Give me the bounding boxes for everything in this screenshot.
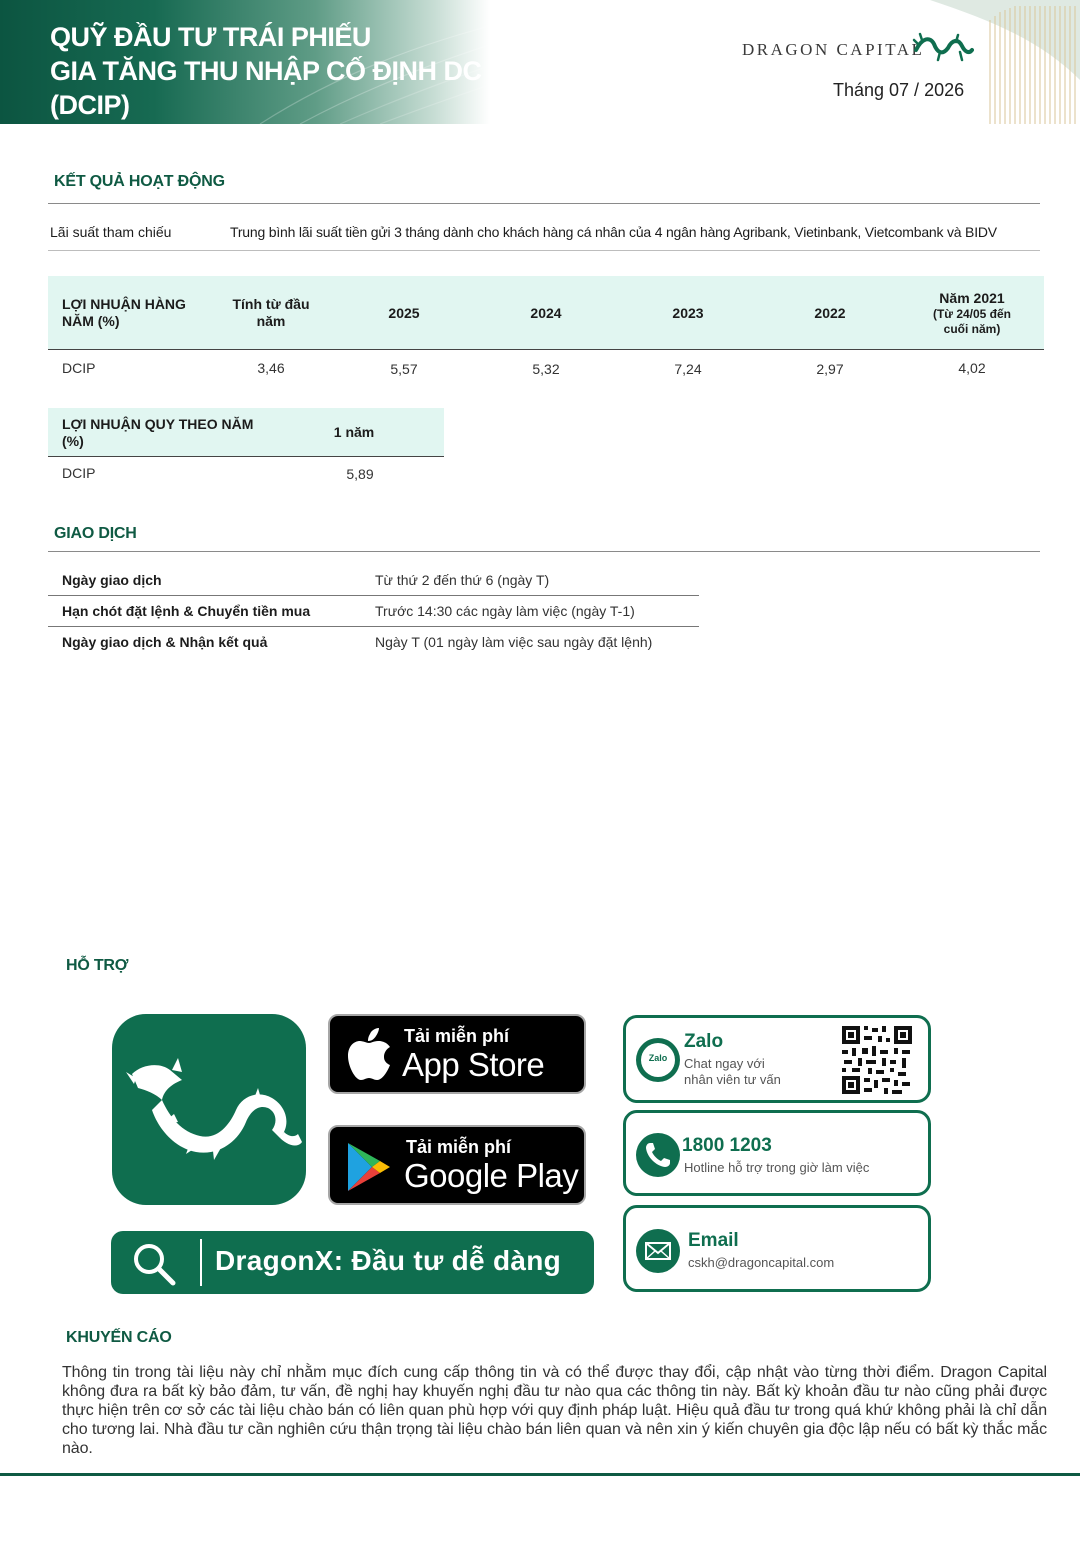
cutoff-label: Hạn chót đặt lệnh & Chuyển tiền mua: [62, 603, 311, 619]
google-play-button[interactable]: [328, 1125, 586, 1205]
zalo-subtitle: Chat ngay với nhân viên tư vấn: [684, 1056, 781, 1087]
google-play-big-text: Google Play: [404, 1157, 579, 1194]
page-header: [0, 0, 1080, 124]
apple-icon: [346, 1028, 392, 1082]
dragonx-search-bar[interactable]: [111, 1231, 594, 1294]
one-year-header: 1 năm: [333, 424, 375, 440]
annualized-returns-header-label: LỢI NHUẬN QUY THEO NĂM (%): [62, 416, 254, 449]
trading-section-title: GIAO DỊCH: [54, 525, 137, 542]
year-2022-header: 2022: [814, 305, 846, 321]
result-day-label: Ngày giao dịch & Nhận kết quả: [62, 634, 268, 650]
search-divider: [200, 1239, 202, 1286]
year-2024-value: 5,32: [532, 361, 560, 377]
email-contact-card[interactable]: [623, 1205, 931, 1292]
annual-returns-table-header: [48, 276, 1044, 349]
divider: [48, 349, 1044, 350]
year-2023-value: 7,24: [674, 361, 702, 377]
dragon-icon: [112, 1014, 306, 1205]
google-play-small-text: Tải miễn phí: [406, 1137, 512, 1157]
year-2024-header: 2024: [530, 305, 562, 321]
footer-divider: [0, 1473, 1080, 1476]
dragonx-app-icon[interactable]: [112, 1014, 306, 1205]
reference-rate-label: Lãi suất tham chiếu: [50, 224, 172, 240]
divider: [48, 626, 699, 627]
performance-section-title: KẾT QUẢ HOẠT ĐỘNG: [54, 173, 225, 190]
annualized-returns-table-header: [48, 408, 444, 456]
divider: [48, 551, 1040, 552]
email-title: Email: [688, 1230, 739, 1251]
fund-code: DCIP: [62, 465, 96, 481]
disclaimer-text: Thông tin trong tài liệu này chỉ nhằm mục đích cung cấp thông tin và có thể được thay đổi, cập nhật vào từng thời điểm. Dragon Capital không đưa ra bất kỳ bảo đảm, tư vấn, đề nghị hay khuyến nghị đầu tư nào qua các thông tin này. Bất kỳ khoản đầu tư nào cũng phải được thực hiện trên cơ sở các tài liệu chào bán có liên quan phù hợp với quy định pháp luật. Hiệu quả đầu tư trong quá khứ không phải là chỉ dẫn cho tương lai. Nhà đầu tư cần nghiên cứu thận trọng tài liệu chào bán liên quan và nên xin ý kiến chuyên gia độc lập nếu có bất kỳ thắc mắc nào.: [62, 1364, 1047, 1457]
app-store-big-text: App Store: [402, 1046, 545, 1083]
app-store-button[interactable]: [328, 1014, 586, 1094]
ytd-header: Tính từ đầu năm: [232, 296, 310, 329]
fund-code: DCIP: [62, 360, 96, 376]
annual-returns-header-label: LỢI NHUẬN HÀNG NĂM (%): [62, 296, 186, 329]
reference-rate-text: Trung bình lãi suất tiền gửi 3 tháng dành cho khách hàng cá nhân của 4 ngân hàng Agribank, Vietinbank, Vietcombank và BIDV: [230, 224, 997, 240]
hotline-number: 1800 1203: [682, 1135, 772, 1156]
hotline-contact-card[interactable]: [623, 1110, 931, 1196]
google-play-icon: [344, 1141, 392, 1193]
divider: [48, 456, 444, 457]
dragon-logo-icon: [912, 30, 974, 66]
fund-title: [50, 20, 482, 122]
divider: [48, 595, 699, 596]
year-2021-value: 4,02: [958, 360, 986, 376]
year-2023-header: 2023: [672, 305, 704, 321]
hotline-subtitle: Hotline hỗ trợ trong giờ làm việc: [684, 1160, 870, 1175]
cutoff-value: Trước 14:30 các ngày làm việc (ngày T-1): [375, 603, 635, 619]
trading-day-label: Ngày giao dịch: [62, 572, 162, 588]
phone-icon: [636, 1133, 680, 1177]
year-2025-header: 2025: [388, 305, 420, 321]
report-month: Tháng 07 / 2026: [833, 80, 965, 100]
one-year-value: 5,89: [346, 466, 374, 482]
divider: [48, 250, 1040, 251]
trading-day-value: Từ thứ 2 đến thứ 6 (ngày T): [375, 572, 550, 588]
app-store-small-text: Tải miễn phí: [404, 1026, 510, 1046]
search-icon: [131, 1241, 177, 1287]
zalo-icon: Zalo: [636, 1038, 680, 1082]
year-2021-header: Năm 2021 (Từ 24/05 đến cuối năm): [932, 290, 1012, 336]
fund-title-line2: GIA TĂNG THU NHẬP CỐ ĐỊNH DC: [50, 56, 482, 86]
zalo-contact-card[interactable]: [623, 1015, 931, 1103]
ytd-value: 3,46: [257, 360, 285, 376]
zalo-title: Zalo: [684, 1031, 724, 1052]
email-address[interactable]: cskh@dragoncapital.com: [688, 1255, 835, 1270]
envelope-icon: [636, 1229, 680, 1273]
fund-title-line3: (DCIP): [50, 90, 130, 120]
brand-name: DRAGON CAPITAL: [742, 40, 925, 59]
support-section-title: HỖ TRỢ: [66, 957, 129, 974]
year-2025-value: 5,57: [390, 361, 418, 377]
result-day-value: Ngày T (01 ngày làm việc sau ngày đặt lệnh): [375, 634, 653, 650]
divider: [48, 203, 1040, 204]
fund-title-line1: QUỸ ĐẦU TƯ TRÁI PHIẾU: [50, 22, 371, 52]
disclaimer-section-title: KHUYẾN CÁO: [66, 1329, 172, 1346]
year-2022-value: 2,97: [816, 361, 844, 377]
search-bar-text: DragonX: Đầu tư dễ dàng: [215, 1245, 562, 1276]
qr-code-icon: [840, 1024, 914, 1096]
